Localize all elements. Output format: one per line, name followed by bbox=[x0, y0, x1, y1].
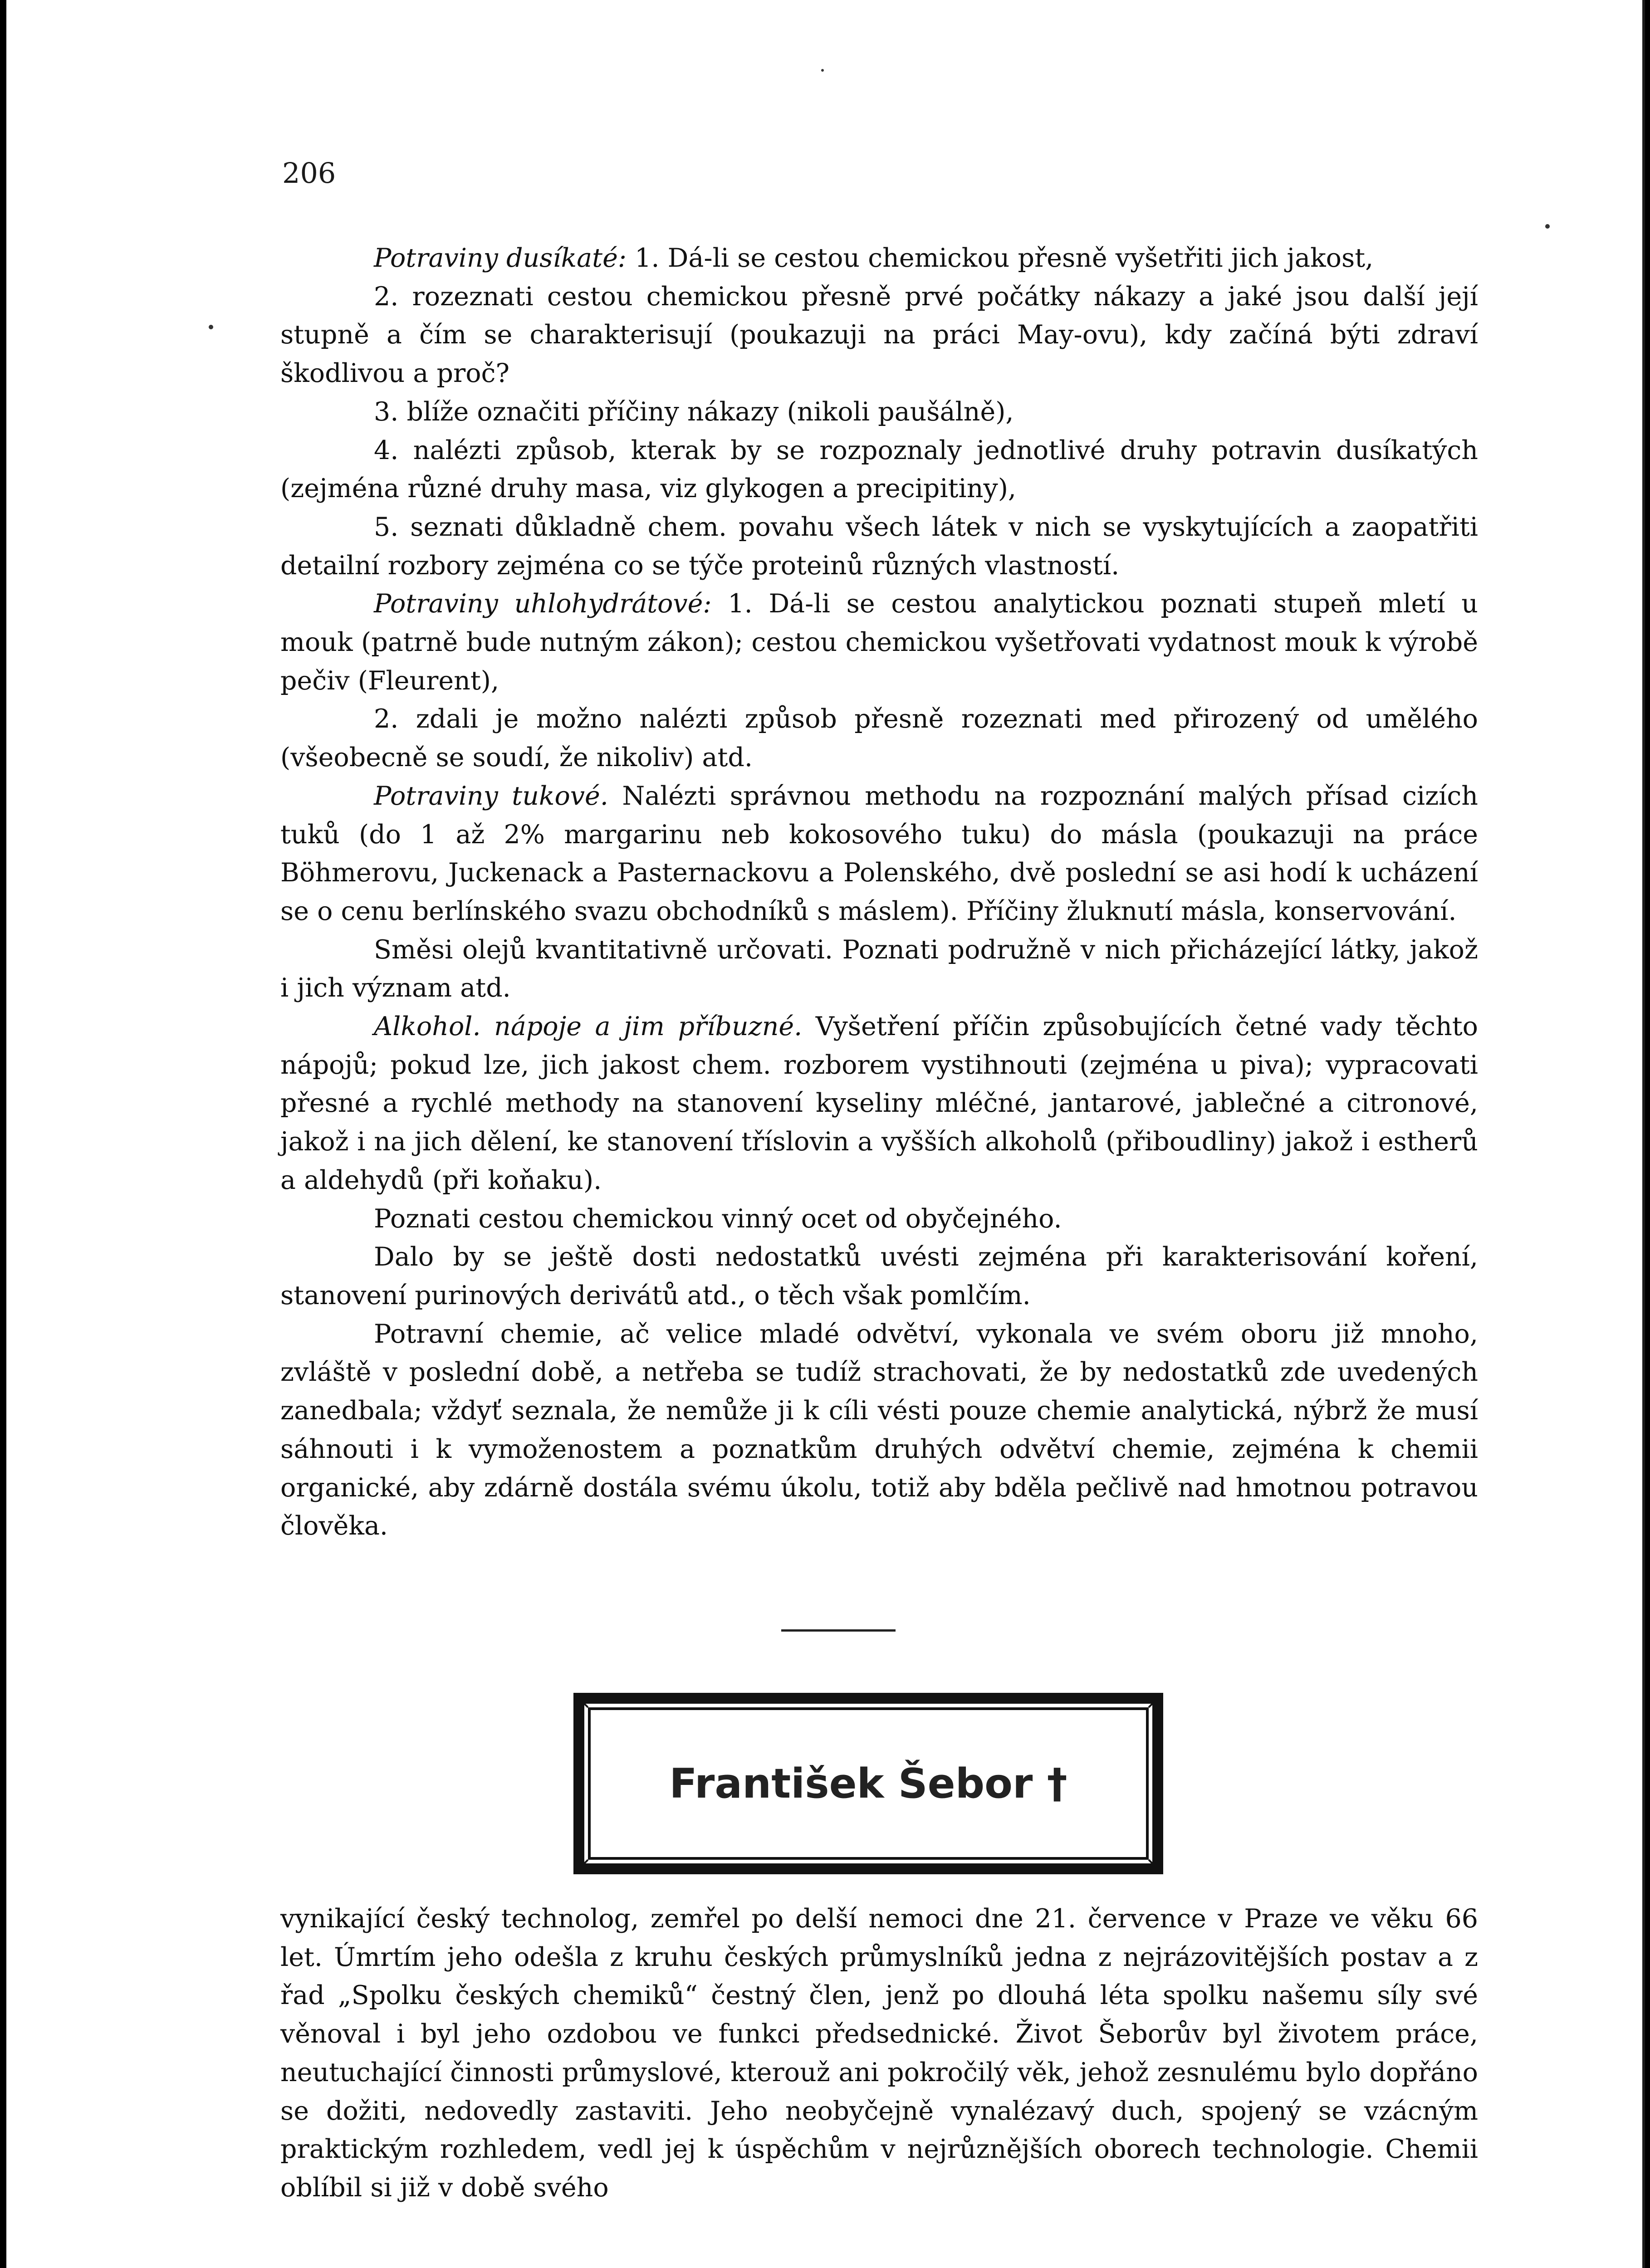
section-separator bbox=[781, 1629, 896, 1632]
paragraph-uhlohydratove-2 bbox=[280, 700, 1478, 777]
section-lead: Potraviny tukové. bbox=[374, 781, 608, 811]
section-lead: Potraviny dusíkaté: bbox=[374, 243, 627, 273]
paragraph-text: Potravní chemie, ač velice mladé odvětví, vykonala ve svém oboru již mnoho, zvláště v poslední době, a netřeba se tudíž strachovati, že by nedostatků zde uvedených zanedbala; vždyť seznala, že nemůže ji k cíli vésti pouze chemie analytická, nýbrž že musí sáhnouti i k vymoženostem a poznatkům druhých odvětví chemie, zejména k chemii organické, aby zdárně dostála svému úkolu, totiž aby bděla pečlivě nad hmotnou potravou člověka. bbox=[280, 1319, 1478, 1541]
speck-mark bbox=[1545, 224, 1550, 229]
paragraph-dusikate-2 bbox=[280, 278, 1478, 393]
speck-mark bbox=[209, 325, 213, 329]
obituary-frame-inner bbox=[588, 1707, 1149, 1860]
paragraph-text: Dalo by se ještě dosti nedostatků uvésti zejména při karakterisování koření, stanovení purinových derivátů atd., o těch však pomlčím. bbox=[280, 1242, 1478, 1310]
paragraph-text: 1. Dá-li se cestou analytickou poznati stupeň mletí u mouk (patrně bude nutným zákon); cestou chemickou vyšetřovati vydatnost mouk k výrobě pečiv (Fleurent), bbox=[280, 589, 1479, 696]
paragraph-tukove-2 bbox=[280, 931, 1478, 1007]
paragraph-text: 5. seznati důkladně chem. povahu všech látek v nich se vyskytujících a zaopatřiti detailní rozbory zejména co se týče proteinů různých vlastností. bbox=[280, 512, 1478, 581]
speck-mark bbox=[821, 69, 824, 72]
document-page bbox=[6, 0, 1645, 2268]
paragraph-text: Směsi olejů kvantitativně určovati. Poznati podružně v nich přicházející látky, jakož i jich význam atd. bbox=[280, 934, 1478, 1003]
paragraph-dusikate-4 bbox=[280, 431, 1478, 508]
paragraph-text: 2. rozeznati cestou chemickou přesně prvé počátky nákazy a jaké jsou další její stupně a čím se charakterisují (poukazuji na práci May-ovu), kdy začíná býti zdraví škodlivou a proč? bbox=[280, 281, 1478, 389]
obituary-text: vynikající český technolog, zemřel po delší nemoci dne 21. července v Praze ve věku 66 let. Úmrtím jeho odešla z kruhu českých průmyslníků jedna z nejrázovitějších postav a z řad „Spolku českých chemiků“ čestný člen, jenž po dlouhá léta spolku našemu síly své věnoval i byl jeho ozdobou ve funkci předsednické. Život Šeborův byl životem práce, neutuchající činnosti průmyslové, kterouž ani pokročilý věk, jehož zesnulému bylo dopřáno se dožiti, nedovedly zastaviti. Jeho neobyčejně vynalézavý duch, spojený se vzácným praktickým rozhledem, vedl jej k úspěchům v nejrůznějších oborech technologie. Chemii oblíbil si již v době svého bbox=[280, 1904, 1478, 2203]
paragraph-alkohol-1 bbox=[280, 1007, 1478, 1200]
paragraph-text: Nalézti správnou methodu na rozpoznání malých přísad cizích tuků (do 1 až 2% margarinu neb kokosového tuku) do másla (poukazuji na práce Böhmerovu, Juckenack a Pasternackovu a Polenského, dvě poslední se asi hodí k ucházení se o cenu berlínského svazu obchodníků s máslem). Příčiny žluknutí másla, konservování. bbox=[280, 781, 1478, 926]
obituary-title: František Šebor † bbox=[669, 1760, 1067, 1808]
paragraph-text: 2. zdali je možno nalézti způsob přesně rozeznati med přirozený od umělého (všeobecně se soudí, že nikoliv) atd. bbox=[280, 704, 1478, 773]
paragraph-potravni-chemie bbox=[280, 1315, 1478, 1545]
body-text bbox=[280, 239, 1478, 1545]
obituary-text-block bbox=[280, 1900, 1478, 2207]
paragraph-text: Poznati cestou chemickou vinný ocet od obyčejného. bbox=[374, 1203, 1062, 1234]
paragraph-text: 4. nalézti způsob, kterak by se rozpoznaly jednotlivé druhy potravin dusíkatých (zejména různé druhy masa, viz glykogen a precipitiny), bbox=[280, 435, 1478, 504]
section-lead: Alkohol. nápoje a jim příbuzné. bbox=[374, 1012, 803, 1042]
paragraph-uhlohydratove-1 bbox=[280, 585, 1478, 700]
page-number: 206 bbox=[282, 156, 336, 190]
paragraph-text: Vyšetření příčin způsobujících četné vady těchto nápojů; pokud lze, jich jakost chem. rozborem vystihnouti (zejména u piva); vypracovati přesné a rychlé methody na stanovení kyseliny mléčné, jantarové, jablečné a citronové, jakož i na jich dělení, ke stanovení tříslovin a vyšších alkoholů (přiboudliny) jakož i estherů a aldehydů (při koňaku). bbox=[280, 1012, 1478, 1195]
paragraph-dusikate-5 bbox=[280, 508, 1478, 585]
paragraph-text: 3. blíže označiti příčiny nákazy (nikoli paušálně), bbox=[374, 396, 1014, 427]
paragraph-dalo-by bbox=[280, 1238, 1478, 1315]
paragraph-tukove-1 bbox=[280, 777, 1478, 931]
paragraph-alkohol-2 bbox=[280, 1200, 1478, 1238]
paragraph-dusikate-1 bbox=[280, 239, 1478, 278]
obituary-frame bbox=[573, 1693, 1163, 1874]
paragraph-text: 1. Dá-li se cestou chemickou přesně vyšetřiti jich jakost, bbox=[627, 243, 1374, 273]
paragraph-dusikate-3 bbox=[280, 393, 1478, 431]
section-lead: Potraviny uhlohydrátové: bbox=[374, 589, 712, 619]
